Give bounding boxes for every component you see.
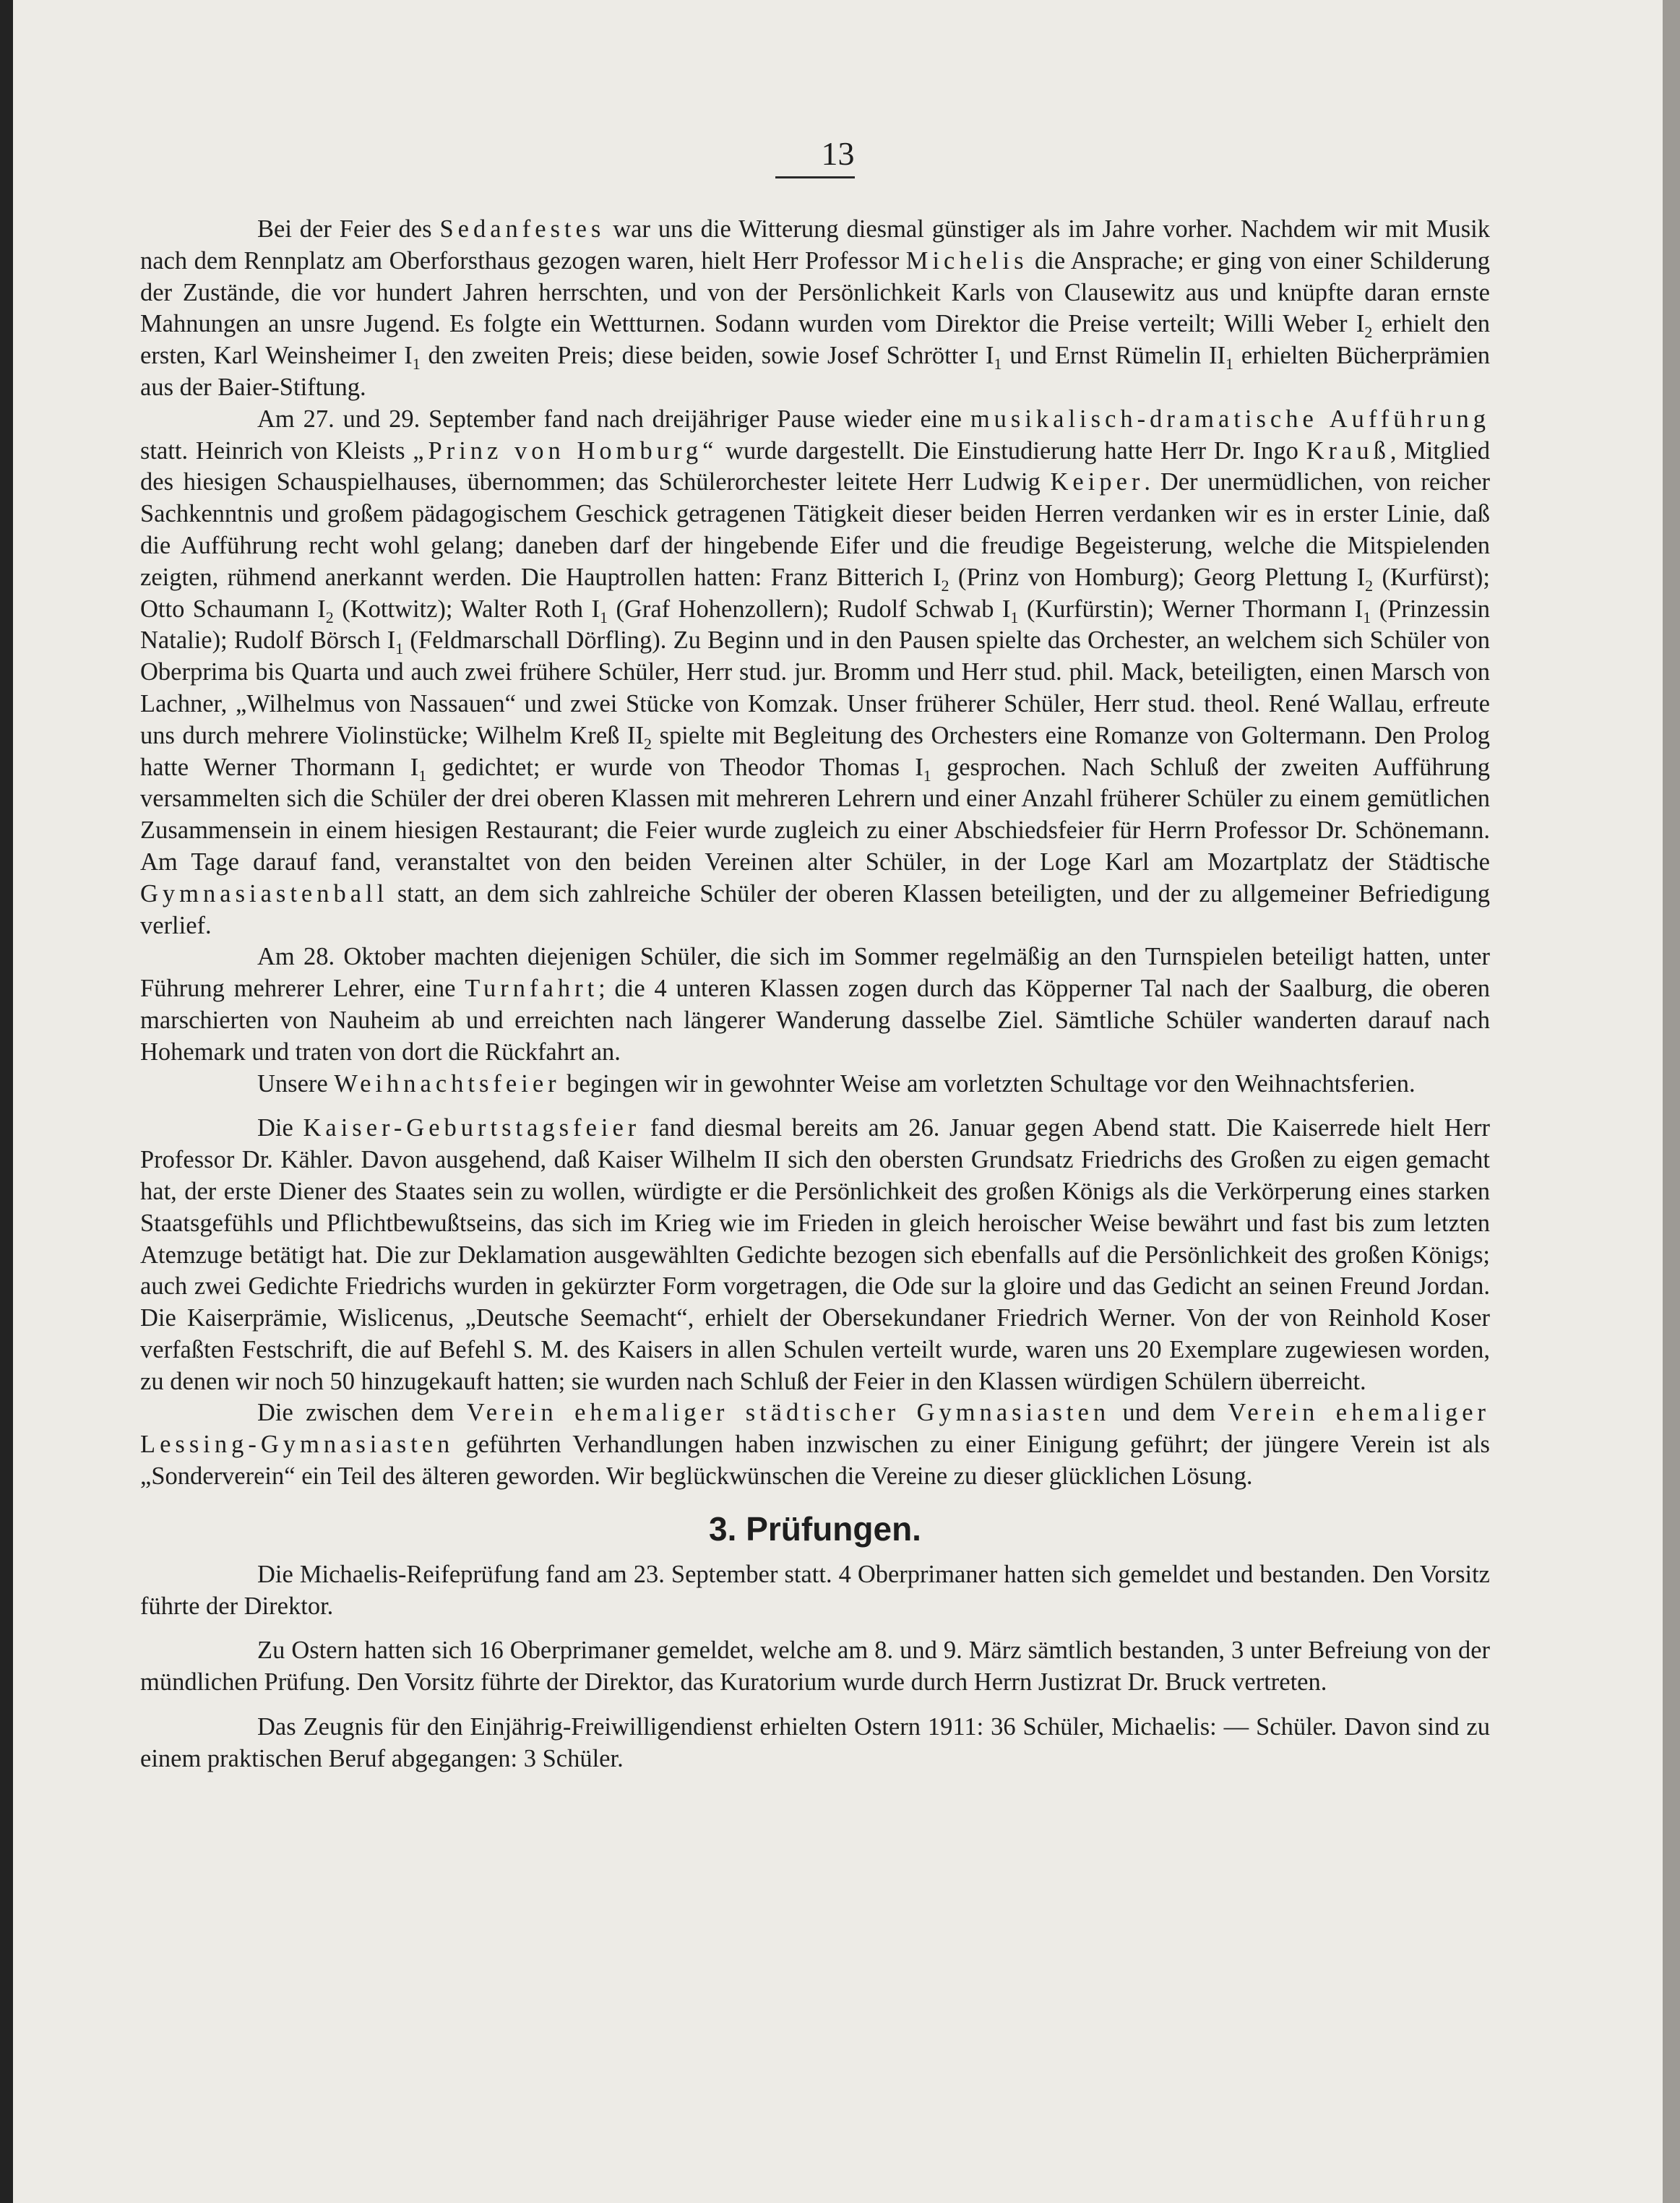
paragraph-sedanfest: Bei der Feier des Sedanfestes war uns die Witterung diesmal günstiger als im Jahre vorher. Nachdem wir mit Musik nach dem Rennplatz am Oberforsthaus gezogen waren, hielt Herr Professor Michelis die Ansprache; er ging von einer Schilderung der Zustände, die vor hundert Jahren herrschten, und von der Persönlichkeit Karls von Clausewitz aus und knüpfte daran ernste Mahnungen an unsre Jugend. Es folgte ein Wettturnen. Sodann wurden vom Direktor die Preise verteilt; Willi Weber $I_2$ erhielt den ersten, Karl Weinsheimer $I_1$ den zweiten Preis; diese beiden, sowie Josef Schrötter $I_1$ und Ernst Rümelin $II_1$ erhielten Bücherprämien aus der Baier-Stiftung.	[140, 215, 1491, 401]
paragraph-einjaehrig-zeugnis: Das Zeugnis für den Einjährig-Freiwilligendienst erhielten Ostern 1911: 36 Schüler, Michaelis: — Schüler. Davon sind zu einem praktischen Beruf abgegangen: 3 Schüler.	[140, 1713, 1490, 1772]
paragraph-ostern-pruefung: Zu Ostern hatten sich 16 Oberprimaner gemeldet, welche am 8. und 9. März sämtlich bestanden, 3 unter Befreiung von der mündlichen Prüfung. Den Vorsitz führte der Direktor, das Kuratorium wurde durch Herrn Justizrat Dr. Bruck vertreten.	[140, 1637, 1490, 1697]
page-number: 13	[821, 135, 855, 172]
section-heading: 3. Prüfungen.	[709, 1509, 921, 1548]
page-number-rule	[775, 176, 855, 178]
paragraph-vereine: Die zwischen dem Verein ehemaliger städtischer Gymnasiasten und dem Verein ehemaliger Lessing-Gymnasiasten geführten Verhandlungen haben inzwischen zu einer Einigung geführt; der jüngere Verein ist als „Sonderverein“ ein Teil des älteren geworden. Wir beglückwünschen die Vereine zu dieser glücklichen Lösung.	[140, 1399, 1490, 1491]
paragraph-kaiser-geburtstag: Die Kaiser-Geburtstagsfeier fand diesmal bereits am 26. Januar gegen Abend statt. Die Kaiserrede hielt Herr Professor Dr. Kähler. Davon ausgehend, daß Kaiser Wilhelm II sich den obersten Grundsatz Friedrichs des Großen zu eigen gemacht hat, der erste Diener des Staates sein zu wollen, würdigte er die Persönlichkeit des großen Königs als die Verkörperung eines starken Staatsgefühls und Pflichtbewußtseins, das sich im Krieg wie im Frieden in gleich heroischer Weise bewährt und fast bis zum letzten Atemzuge betätigt hat. Die zur Deklamation ausgewählten Gedichte bezogen sich ebenfalls auf die Persönlichkeit des großen Königs; auch zwei Gedichte Friedrichs wurden in gekürzter Form vorgetragen, die Ode sur la gloire und das Gedicht an seinen Freund Jordan. Die Kaiserprämie, Wislicenus, „Deutsche Seemacht“, erhielt der Obersekundaner Friedrich Werner. Von der von Reinhold Koser verfaßten Festschrift, die auf Befehl S. M. des Kaisers in allen Schulen verteilt wurde, waren uns 20 Exemplare zugewiesen worden, zu denen wir noch 50 hinzugekauft hatten; sie wurden nach Schluß der Feier in den Klassen würdigen Schülern überreicht.	[140, 1114, 1490, 1395]
paragraph-weihnachtsfeier: Unsere Weihnachtsfeier begingen wir in gewohnter Weise am vorletzten Schultage vor den Weihnachtsferien.	[257, 1069, 1416, 1098]
paragraph-auffuehrung: Am 27. und 29. September fand nach dreijähriger Pause wieder eine musikalisch-dramatische Aufführung statt. Heinrich von Kleists „Prinz von Homburg“ wurde dargestellt. Die Einstudierung hatte Herr Dr. Ingo Krauß, Mitglied des hiesigen Schauspielhauses, übernommen; das Schülerorchester leitete Herr Ludwig Keiper. Der unermüdlichen, von reicher Sachkenntnis und großem pädagogischem Geschick getragenen Tätigkeit dieser beiden Herren verdanken wir es in erster Linie, daß die Aufführung recht wohl gelang; daneben darf der hingebende Eifer und die freudige Begeisterung, welche die Mitspielenden zeigten, rühmend anerkannt werden. Die Hauptrollen hatten: Franz Bitterich $I_2$ (Prinz von Homburg); Georg Plettung $I_2$ (Kurfürst); Otto Schaumann $I_2$ (Kottwitz); Walter Roth $I_1$ (Graf Hohenzollern); Rudolf Schwab $I_1$ (Kurfürstin); Werner Thormann $I_1$ (Prinzessin Natalie); Rudolf Börsch $I_1$ (Feldmarschall Dörfling). Zu Beginn und in den Pausen spielte das Orchester, an welchem sich Schüler von Oberprima bis Quarta und auch zwei frühere Schüler, Herr stud. jur. Bromm und Herr stud. phil. Mack, beteiligten, einen Marsch von Lachner, „Wilhelmus von Nassauen“ und zwei Stücke von Komzak. Unser früherer Schüler, Herr stud. theol. René Wallau, erfreute uns durch mehrere Violinstücke; Wilhelm Kreß $II_2$ spielte mit Begleitung des Orchesters eine Romanze von Goltermann. Den Prolog hatte Werner Thormann $I_1$ gedichtet; er wurde von Theodor Thomas $I_1$ gesprochen. Nach Schluß der zweiten Aufführung versammelten sich die Schüler der drei oberen Klassen mit mehreren Lehrern und einer Anzahl früherer Schüler zu einem gemütlichen Zusammensein in einem hiesigen Restaurant; die Feier wurde zugleich zu einer Abschiedsfeier für Herrn Professor Dr. Schönemann. Am Tage darauf fand, veranstaltet von den beiden Vereinen alter Schüler, in der Loge Karl am Mozartplatz der Städtische Gymnasiastenball statt, an dem sich zahlreiche Schüler der oberen Klassen beteiligten, und der zu allgemeiner Befriedigung verlief.	[140, 405, 1491, 939]
paragraph-michaelis-pruefung: Die Michaelis-Reifeprüfung fand am 23. September statt. 4 Oberprimaner hatten sich gemeldet und bestanden. Den Vorsitz führte der Direktor.	[140, 1560, 1490, 1620]
paragraph-turnfahrt: Am 28. Oktober machten diejenigen Schüler, die sich im Sommer regelmäßig an den Turnspielen beteiligt hatten, unter Führung mehrerer Lehrer, eine Turnfahrt; die 4 unteren Klassen zogen durch das Köpperner Tal nach der Saalburg, die oberen marschierten von Nauheim ab und erreichten nach längerer Wanderung dasselbe Ziel. Sämtliche Schüler wanderten darauf nach Hohemark und traten von dort die Rückfahrt an.	[140, 943, 1490, 1066]
body-text	[140, 214, 1490, 1775]
